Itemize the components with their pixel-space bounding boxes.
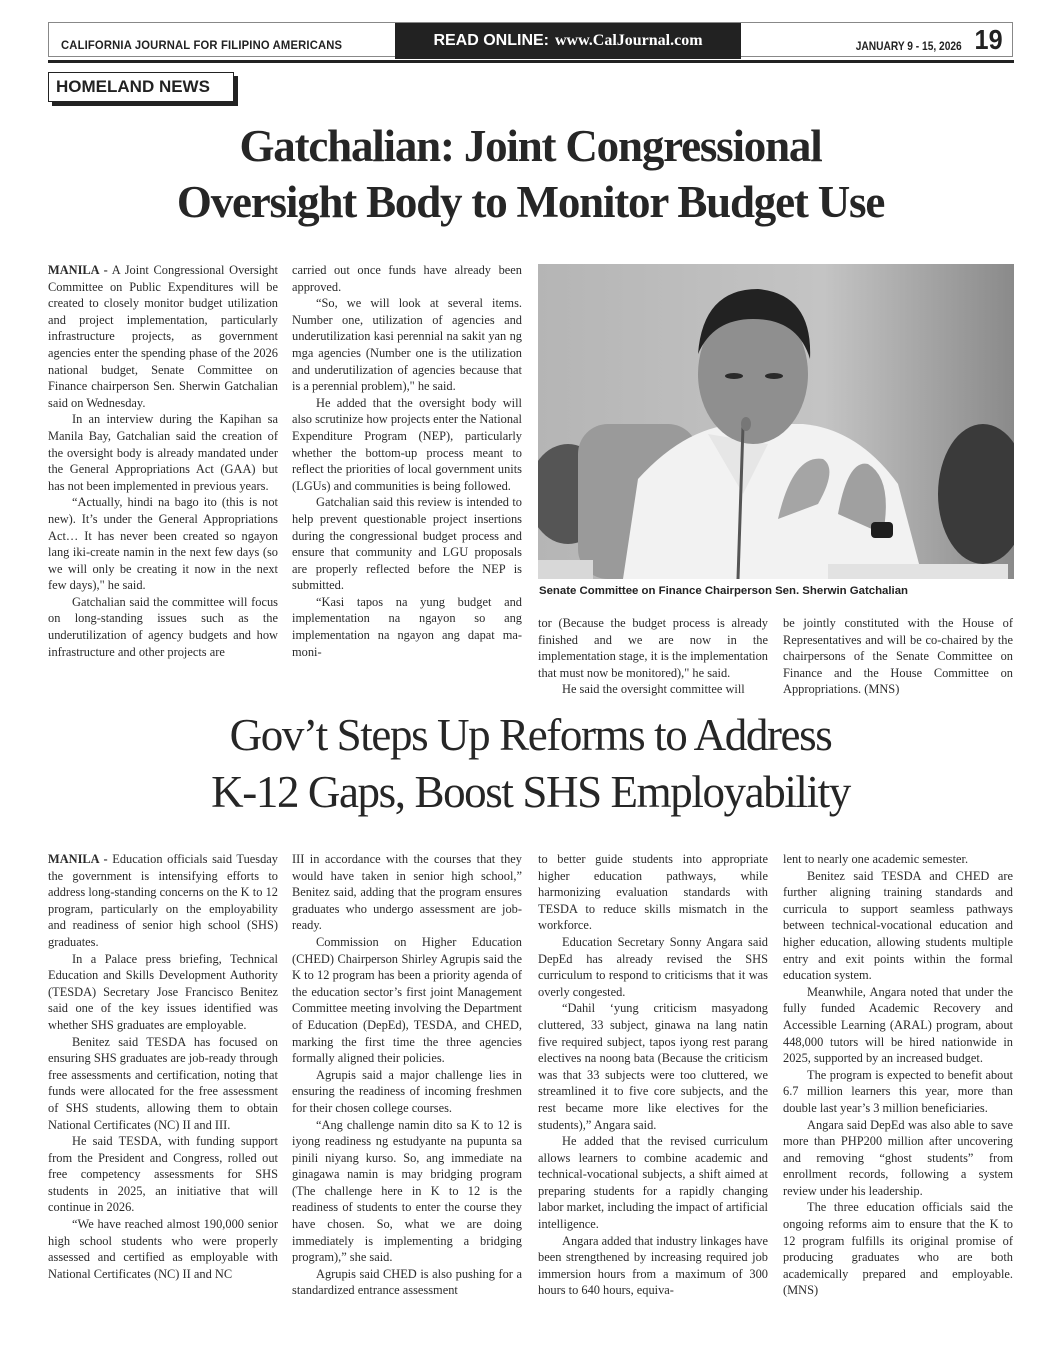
article1-paragraph: Gatchalian said the committee will focus on long-standing issues such as the underutilization of agency budgets and how infrastructure and other projects are — [48, 594, 278, 659]
read-online-url[interactable]: www.CalJournal.com — [555, 32, 703, 49]
article1-photo — [538, 264, 1014, 579]
read-online-banner — [395, 23, 741, 59]
article2-paragraph: Angara said DepEd was also able to save more than PHP200 million after uncovering and removing “ghost students” from enrollment records, following a system review under his leadership. — [783, 1117, 1013, 1198]
article1-paragraph: carried out once funds have already been approved. — [292, 263, 522, 294]
article2-paragraph: The program is expected to benefit about 6.7 million learners this year, more than double last year’s 3 million beneficiaries. — [783, 1067, 1013, 1115]
article1-column-3 — [538, 615, 768, 698]
article1-column-2 — [292, 262, 522, 660]
article2-column-3 — [538, 851, 768, 1299]
article1-paragraph: He said the oversight committee will — [562, 682, 745, 697]
article2-paragraph: He added that the revised curriculum allows learners to combine academic and technical-vocational subjects, a shift aimed at preparing students for a rapidly changing labor market, including the impact of artificial intelligence. — [538, 1134, 768, 1232]
article2-headline-line1: Gov’t Steps Up Reforms to Address — [229, 710, 832, 760]
article1-paragraph: MANILA - A Joint Congressional Oversight Committee on Public Expenditures will be created to closely monitor budget utilization and project implementation, particularly infrastructure projects, as government agencies enter the spending phase of the 2026 national budget, Senate Committee on Finance chairperson Sen. Sherwin Gatchalian said on Wednesday. — [48, 263, 278, 410]
article1-paragraph: He added that the oversight body will also scrutinize how projects enter the National Expenditure Program (NEP), particularly whether the bottom-up process meant to reflect the priorities of local government units (LGUs) and communities is being followed. — [292, 395, 522, 493]
article2-paragraph: In a Palace press briefing, Technical Education and Skills Development Authority (TESDA) Secretary Jose Francisco Benitez said one of the key issues identified was whether SHS graduates are employable. — [48, 951, 278, 1032]
section-label: HOMELAND NEWS — [48, 72, 234, 102]
article1-headline-line2: Oversight Body to Monitor Budget Use — [176, 177, 885, 227]
article1-paragraph: tor (Because the budget process is already finished and we are now in the implementation stage, it is the implementation that must now be monitored)," he said. — [538, 616, 768, 680]
article1-paragraph: “Kasi tapos na yung budget and implementation na ngayon so ang implementation na ngayon ang dapat ma-moni- — [292, 594, 522, 659]
article2-paragraph: Agrupis said a major challenge lies in ensuring the readiness of incoming freshmen for their chosen college courses. — [292, 1067, 522, 1115]
article1-column-4 — [783, 615, 1013, 698]
article2-paragraph: “Dahil ‘yung criticism masyadong cluttered, 33 subject, ginawa na lang natin five required subject, tapos iyong rest parang electives na noong bata (Because the criticism was that 33 subjects were too cluttered, we streamlined it to five core subjects, and the rest became more like electives for the students),” Angara said. — [538, 1001, 768, 1132]
page-number: 19 — [974, 24, 1003, 55]
article2-paragraph: The three education officials said the ongoing reforms aim to ensure that the K to 12 program fulfills its original promise of producing graduates who are both academically prepared and employable. (MNS) — [783, 1200, 1013, 1298]
article2-paragraph: to better guide students into appropriate higher education pathways, while harmonizing evaluation standards with TESDA to reduce skills mismatch in the workforce. — [538, 852, 768, 933]
masthead-rule — [48, 60, 1014, 63]
article2-column-1 — [48, 851, 278, 1282]
article1-headline — [0, 118, 1061, 230]
article1-paragraph: “Actually, hindi na bago ito (this is not new). It’s under the General Appropriations Act… It has never been created so ngayon lang iki-create namin in the next few days (so we will only be creating it now in the next few days)," he said. — [48, 495, 278, 593]
article2-paragraph: He said TESDA, with funding support from the President and Congress, rolled out free competency assessments for SHS students in 2025, an initiative that will continue in 2026. — [48, 1134, 278, 1215]
article2-column-4 — [783, 851, 1013, 1299]
article2-paragraph: Angara added that industry linkages have been strengthened by increasing required job immersion hours from a maximum of 300 hours to 640 hours, equiva- — [538, 1233, 768, 1298]
dateline: MANILA - — [48, 852, 108, 866]
article2-paragraph: Education Secretary Sonny Angara said DepEd has already revised the SHS curriculum to respond to criticisms that it was overly congested. — [538, 934, 768, 999]
article1-paragraph: In an interview during the Kapihan sa Manila Bay, Gatchalian said the creation of the oversight body is already mandated under the General Appropriations Act (GAA) but has not been implemented in previous years. — [48, 412, 278, 493]
article2-paragraph: Agrupis said CHED is also pushing for a standardized entrance assessment — [292, 1266, 522, 1298]
article2-paragraph: “Ang challenge namin dito sa K to 12 is iyong readiness ng estudyante na pupunta sa pinili niyang kurso. So, ang immediate na ginagawa namin is may bridging program (The challenge here in K to 12 is the readiness of students to enter the course they have chosen. So, what we are doing immediately is implementing a bridging program),” she said. — [292, 1117, 522, 1265]
article2-paragraph: Commission on Higher Education (CHED) Chairperson Shirley Agrupis said the K to 12 program has been a priority agenda of the education sector’s first joint Management Committee meeting involving the Department of Education (DepEd), TESDA, and CHED, marking the first time the three agencies formally aligned their policies. — [292, 934, 522, 1066]
article1-paragraph: Gatchalian said this review is intended to help prevent questionable project insertions during the congressional budget process and ensure that community and LGU proposals are properly reflected before the NEP is submitted. — [292, 495, 522, 593]
senator-photo-illustration — [538, 264, 1014, 579]
publication-name: CALIFORNIA JOURNAL FOR FILIPINO AMERICANS — [61, 38, 343, 52]
article2-paragraph: Benitez said TESDA has focused on ensuring SHS graduates are job-ready through free assessments and certification, noting that funds were allocated for the free assessment of SHS students, allowing them to obtain National Certificates (NC) II and III. — [48, 1034, 278, 1132]
article1-headline-line1: Gatchalian: Joint Congressional — [239, 121, 822, 171]
masthead — [48, 22, 1013, 57]
article2-paragraph: lent to nearly one academic semester. — [783, 852, 969, 866]
read-online-label: READ ONLINE: — [433, 32, 549, 49]
article2-paragraph: Benitez said TESDA and CHED are further aligning training standards and curricula to support seamless pathways between technical-vocational education and higher education, allowing students multiple entry and exit points within the formal education system. — [783, 868, 1013, 983]
article2-headline — [0, 707, 1061, 821]
issue-date: JANUARY 9 - 15, 2026 — [855, 39, 962, 53]
dateline: MANILA - — [48, 263, 108, 277]
article2-paragraph: III in accordance with the courses that they would have taken in senior high school,” Benitez said, adding that the program ensures graduates who undergo assessment are job-ready. — [292, 852, 522, 933]
article2-paragraph: “We have reached almost 190,000 senior high school students who were properly assessed and certified as employable with National Certificates (NC) II and NC — [48, 1217, 278, 1281]
article2-paragraph: Meanwhile, Angara noted that under the fully funded Academic Recovery and Accessible Learning (ARAL) program, about 448,000 tutors will be hired nationwide in 2025, supported by an increased budget. — [783, 984, 1013, 1066]
photo-caption: Senate Committee on Finance Chairperson Sen. Sherwin Gatchalian — [539, 585, 909, 597]
article1-paragraph: be jointly constituted with the House of Representatives and will be co-chaired by the chairpersons of the Senate Committee on Finance and the House Committee on Appropriations. (MNS) — [783, 616, 1013, 697]
article2-paragraph: MANILA - Education officials said Tuesday the government is intensifying efforts to address long-standing concerns on the K to 12 program, particularly on the employability and readiness of senior high school (SHS) graduates. — [48, 852, 278, 949]
article2-headline-line2: K-12 Gaps, Boost SHS Employability — [211, 767, 850, 817]
article1-column-1 — [48, 262, 278, 660]
article2-column-2 — [292, 851, 522, 1299]
article1-paragraph: “So, we will look at several items. Number one, utilization of agencies and underutilization kasi perennial na sakit yan ng mga agencies (Number one is the utilization and underutilization of agencies because that is a perennial problem)," he said. — [292, 296, 522, 394]
